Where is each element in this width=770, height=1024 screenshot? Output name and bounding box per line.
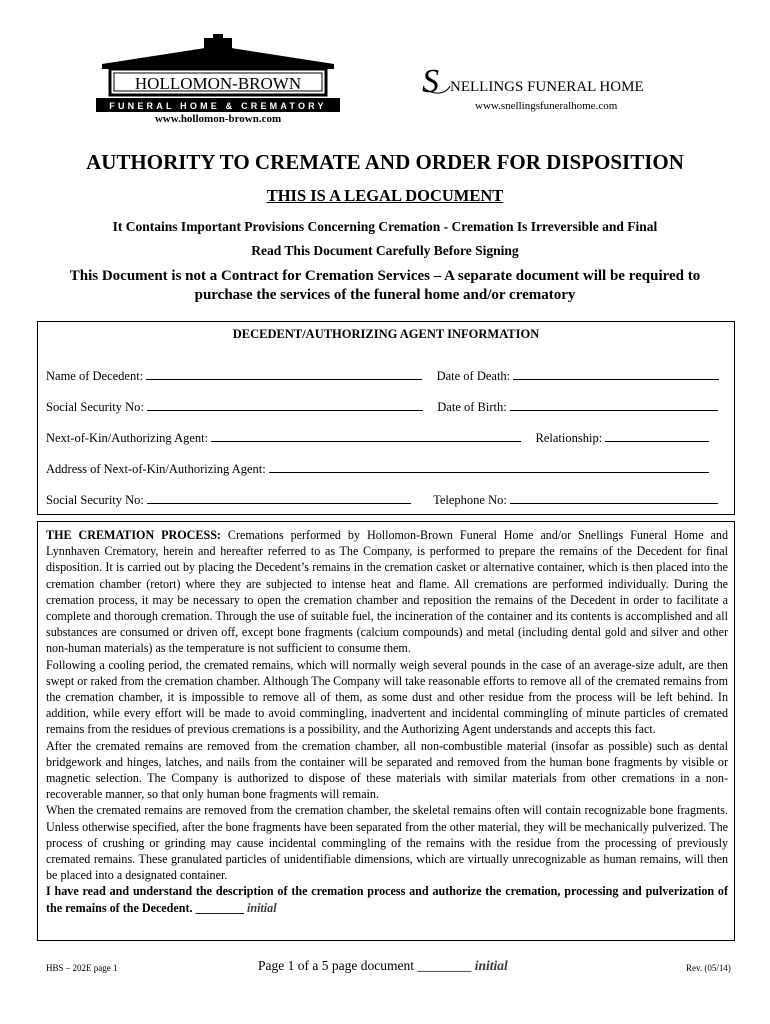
sn-logo-rest: NELLINGS FUNERAL HOME (450, 79, 644, 95)
cremation-process-section (37, 521, 735, 941)
snellings-logo (420, 58, 670, 98)
date-of-death-label: Date of Death: (436, 369, 511, 383)
process-paragraph-3: After the cremated remains are removed from the cremation chamber, all non-combustible material (insofar as possible) such as dental bridgework and hinges, latches, and nails from the container will be separated and removed from the human bone fragments by visible or magnetic selection. The Company is authorized to dispose of these materials with similar materials from other cremations in a non-recoverable manner, so that only human bone fragments will remain. (46, 738, 728, 802)
process-paragraph-1 (46, 527, 728, 657)
date-of-death-field[interactable] (513, 367, 719, 380)
footer-initial-field[interactable]: initial (474, 958, 508, 973)
next-of-kin-label: Next-of-Kin/Authorizing Agent: (46, 431, 209, 445)
info-section-heading: DECEDENT/AUTHORIZING AGENT INFORMATION (232, 327, 540, 341)
process-p1-text: Cremations performed by Hollomon-Brown Funeral Home and/or Snellings Funeral Home and Lynnhaven Crematory, herein and hereafter referred to as The Company, is performed to prepare the remains of the Decedent for final disposition. It is carried out by placing the Decedent’s remains in the cremation casket or alternative container, which is then placed into the cremation chamber (retort) where they are subjected to intense heat and flame. All cremations are performed individually. During the cremation process, it may be necessary to open the cremation chamber and reposition the remains of the Decedent in order to facilitate a complete and thorough cremation. Through the use of suitable fuel, the incineration of the container and its contents is accomplished and all substances are consumed or driven off, except bone fragments (calcium compounds) and metal (including dental gold and silver and other non-human materials) as the temperature is not sufficient to consume them. (46, 528, 728, 656)
row-address (46, 460, 709, 477)
telephone-label: Telephone No: (433, 493, 507, 507)
agent-social-security-field[interactable] (147, 491, 411, 504)
name-of-decedent-field[interactable] (146, 367, 422, 380)
legal-document-notice: THIS IS A LEGAL DOCUMENT (266, 186, 504, 205)
telephone-field[interactable] (510, 491, 718, 504)
address-field[interactable] (269, 460, 709, 473)
date-of-birth-label: Date of Birth: (437, 400, 507, 414)
acknowledgement-initial-field[interactable]: initial (246, 900, 277, 915)
name-of-decedent-label: Name of Decedent: (46, 369, 144, 383)
agent-social-security-label: Social Security No: (46, 493, 144, 507)
hollomon-brown-url[interactable]: www.hollomon-brown.com (154, 113, 282, 125)
row-name-death (46, 367, 719, 384)
address-label: Address of Next-of-Kin/Authorizing Agent: (46, 462, 266, 476)
footer-page-count (258, 958, 508, 974)
sn-logo-initial: S (422, 63, 439, 98)
footer-form-id: HBS – 202E page 1 (46, 963, 118, 973)
process-paragraph-2: Following a cooling period, the cremated remains, which will normally weigh several pounds in the case of an average-size adult, are then swept or raked from the cremation chamber. Although The Company will take reasonable efforts to remove all of the cremated remains from the cremation chamber, it is impossible to remove all of them, as some dust and other residue from the process will be left behind. In addition, while every effort will be made to avoid commingling, inadvertent and incidental commingling of minute particles of cremated remains from the residues of previous cremations is a possibility, and the Authorizing Agent understands and accepts this fact. (46, 657, 728, 737)
decedent-info-section (37, 321, 735, 515)
provisions-notice: It Contains Important Provisions Concerning Cremation - Cremation Is Irreversible and Final (112, 219, 658, 234)
social-security-field[interactable] (147, 398, 423, 411)
relationship-field[interactable] (605, 429, 709, 442)
row-ssn-phone (46, 491, 718, 508)
process-heading: THE CREMATION PROCESS: (46, 528, 221, 542)
social-security-label: Social Security No: (46, 400, 144, 414)
process-paragraph-4: When the cremated remains are removed from the cremation chamber, the skeletal remains often will contain recognizable bone fragments. Unless otherwise specified, after the bone fragments have been separated from the other material, they will be mechanically pulverized. The process of crushing or grinding may cause incidental commingling of the remains with the residue from the processing of previously cremated remains. These granulated particles of unidentifiable dimensions, which are virtually unrecognizable as human remains, will then be placed into a designated container. (46, 803, 728, 883)
hb-logo-name: HOLLOMON-BROWN (134, 74, 302, 93)
row-next-of-kin (46, 429, 709, 446)
document-title: AUTHORITY TO CREMATE AND ORDER FOR DISPOSITION (86, 150, 684, 174)
footer-page-text: Page 1 of a 5 page document ________ (258, 958, 472, 973)
read-carefully-notice: Read This Document Carefully Before Signing (251, 243, 519, 258)
relationship-label: Relationship: (535, 431, 603, 445)
row-ssn-birth (46, 398, 718, 415)
date-of-birth-field[interactable] (510, 398, 718, 411)
next-of-kin-field[interactable] (211, 429, 521, 442)
acknowledgement-paragraph (46, 883, 728, 915)
not-contract-notice: This Document is not a Contract for Cremation Services – A separate document will be required to purchase the services of the funeral home and/or crematory (69, 268, 701, 303)
cremation-process-text (46, 527, 728, 916)
hollomon-brown-logo (96, 34, 340, 124)
snellings-url[interactable]: www.snellingsfuneralhome.com (475, 100, 618, 112)
hb-logo-tagline: FUNERAL HOME & CREMATORY (109, 101, 327, 111)
acknowledgement-text: I have read and understand the description of the cremation process and authorize the cremation, processing and pulverization of the remains of the Decedent. ________ (46, 884, 728, 915)
footer-revision: Rev. (05/14) (686, 963, 731, 973)
